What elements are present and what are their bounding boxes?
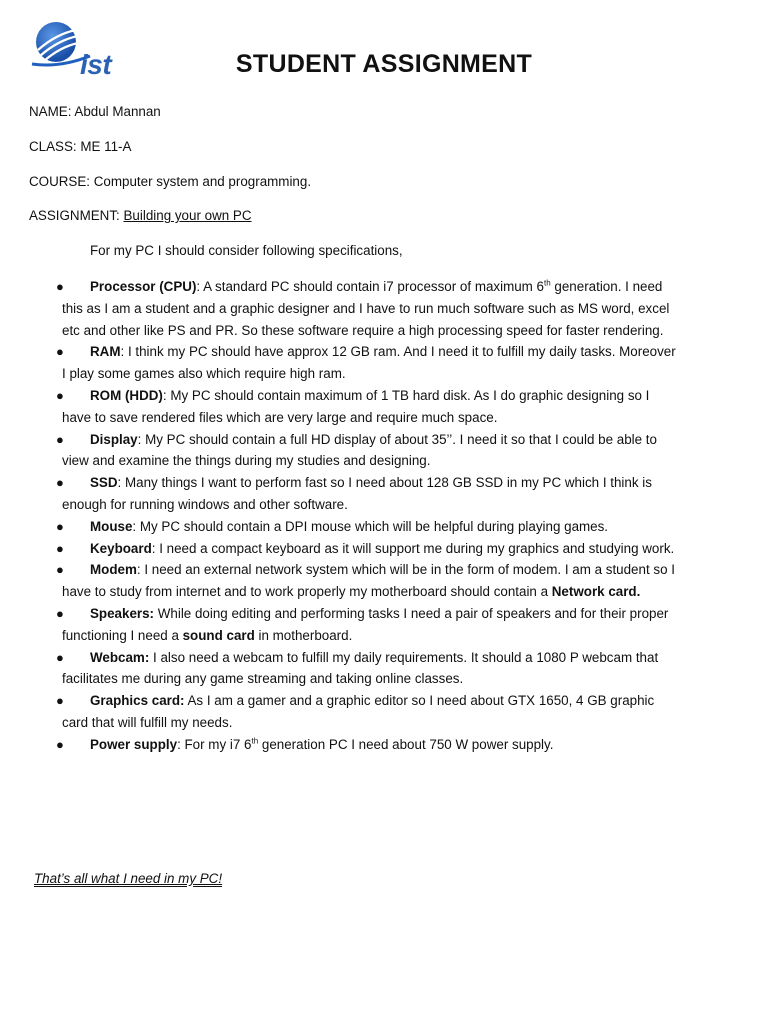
bullet-icon: ● [56, 693, 64, 709]
spec-item-display: ● Display: My PC should contain a full HD display of about 35’’. I need it so that I could be able to view and examine the things during my studies and designing. [62, 429, 682, 473]
intro-text: For my PC I should consider following specifications, [90, 243, 403, 258]
assignment-label: ASSIGNMENT: [29, 208, 124, 223]
spec-item-rom: ● ROM (HDD): My PC should contain maximum of 1 TB hard disk. As I do graphic designing so I have to save rendered files which are very large and require much space. [62, 385, 682, 429]
logo-text: ist [80, 49, 112, 80]
spec-label: Graphics card: [90, 693, 185, 709]
spec-label: Speakers: [90, 605, 155, 621]
spec-list [56, 276, 682, 756]
spec-item-cpu: ● Processor (CPU): A standard PC should contain i7 processor of maximum 6th generation. I need this as I am a student and a graphic designer and I have to run much software such as MS word, excel etc and other like PS and PR. So these software require a high processing speed for faster rendering. [62, 276, 682, 341]
spec-label: Power supply [90, 736, 178, 752]
bullet-icon: ● [56, 475, 64, 491]
assignment-line [29, 205, 252, 227]
bullet-icon: ● [56, 518, 64, 534]
spec-label: Mouse [90, 518, 133, 534]
bullet-icon: ● [56, 736, 64, 752]
spec-item-power: ● Power supply: For my i7 6th generation PC I need about 750 W power supply. [62, 734, 682, 756]
student-class: CLASS: ME 11-A [29, 139, 132, 154]
bullet-icon: ● [56, 279, 64, 294]
bullet-icon: ● [56, 431, 64, 447]
student-name: NAME: Abdul Mannan [29, 104, 161, 119]
spec-item-ssd: ● SSD: Many things I want to perform fast so I need about 128 GB SSD in my PC which I think is enough for running windows and other software. [62, 472, 682, 516]
assignment-title: Building your own PC [123, 208, 252, 223]
spec-label: ROM (HDD) [90, 387, 163, 403]
spec-item-ram: ● RAM: I think my PC should have approx 12 GB ram. And I need it to fulfill my daily tasks. Moreover I play some games also which require high ram. [62, 341, 682, 385]
bullet-icon: ● [56, 540, 64, 556]
spec-item-mouse: ● Mouse: My PC should contain a DPI mouse which will be helpful during playing games. [62, 516, 682, 538]
bullet-icon: ● [56, 387, 64, 403]
spec-item-graphics: ● Graphics card: As I am a gamer and a graphic editor so I need about GTX 1650, 4 GB graphic card that will fulfill my needs. [62, 690, 682, 734]
spec-item-speakers: ● Speakers: While doing editing and performing tasks I need a pair of speakers and for their proper functioning I need a sound card in motherboard. [62, 603, 682, 647]
spec-item-webcam: ● Webcam: I also need a webcam to fulfill my daily requirements. It should a 1080 P webcam that facilitates me during any game streaming and taking online classes. [62, 647, 682, 691]
spec-label: Webcam: [90, 649, 150, 665]
course-name: COURSE: Computer system and programming. [29, 174, 312, 189]
page-title: STUDENT ASSIGNMENT [235, 50, 533, 78]
spec-item-modem: ● Modem: I need an external network system which will be in the form of modem. I am a student so I have to study from internet and to work properly my motherboard should contain a Network card. [62, 559, 682, 603]
bullet-icon: ● [56, 344, 64, 360]
closing-line: That’s all what I need in my PC! [34, 871, 223, 886]
spec-label: RAM [90, 344, 121, 360]
bullet-icon: ● [56, 649, 64, 665]
spec-label: Processor (CPU) [90, 279, 197, 294]
spec-label: Display [90, 431, 138, 447]
spec-label: Keyboard [90, 540, 152, 556]
spec-label: SSD [90, 475, 118, 491]
spec-label: Modem [90, 562, 137, 578]
bullet-icon: ● [56, 605, 64, 621]
spec-item-keyboard: ● Keyboard: I need a compact keyboard as it will support me during my graphics and studying work. [62, 538, 682, 560]
bullet-icon: ● [56, 562, 64, 578]
